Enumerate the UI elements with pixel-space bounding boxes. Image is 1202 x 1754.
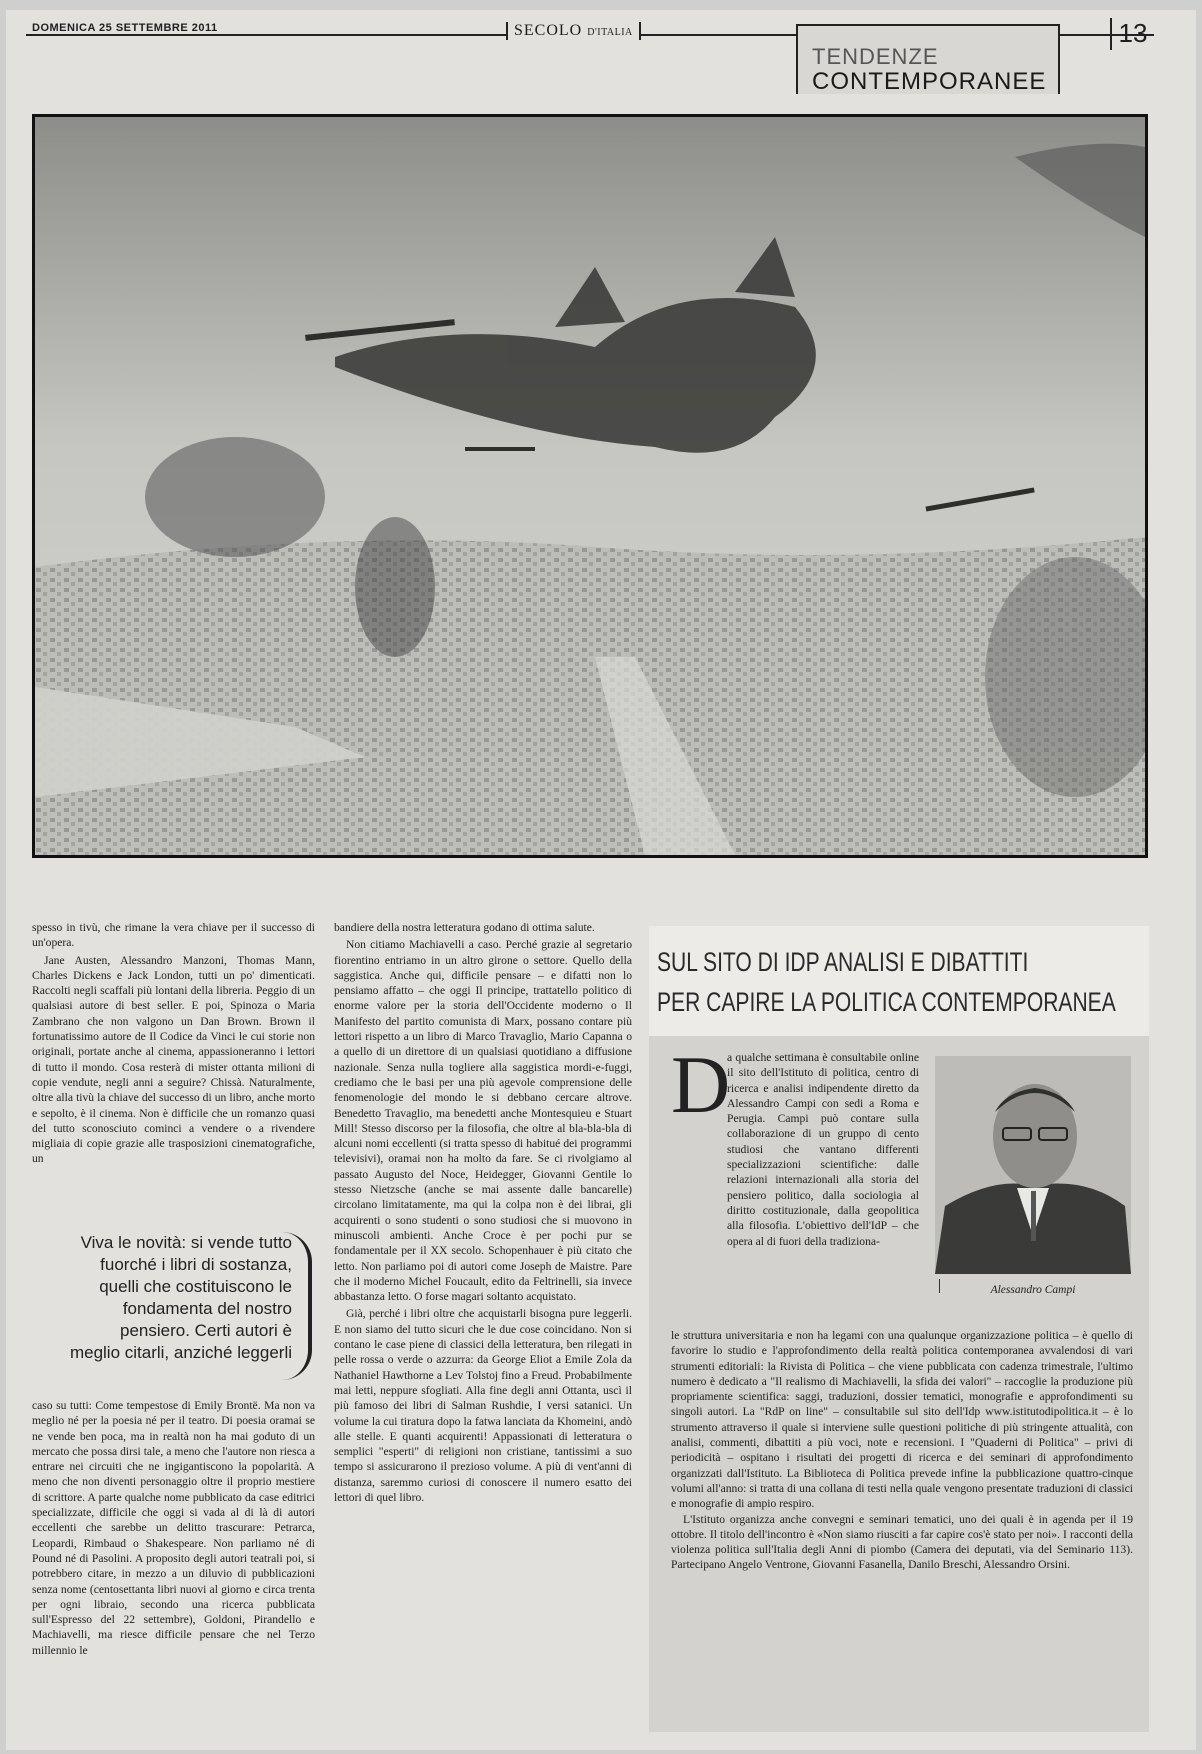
paragraph: Già, perché i libri oltre che acquistarli bisogna pure leggerli. E non siamo del tutto sicuri che le due cose coincidano. Non si contano le case piene di classici della letteratura, ben rilegati in pelle rossa o verde o azzurra: da George Eliot a Emile Zola da Nathaniel Hawthorne a Lev Tolstoj fino a Freud. Probabilmente mai letti, neppure sfogliati. Alla fine degli anni Ottanta, uscì il più famoso dei libri di Salman Rushdie, I versi satanici. Un volume la cui tiratura dopo la fatwa lanciata da Khomeini, andò alle stelle. E quanti acquirenti! Appassionati di letteratura o semplici "esperti" di religioni non cristiane, tantissimi a suo tempo si assicurarono il prezioso volume. A più di vent'anni di distanza, saremmo curiosi di conoscere il numero esatto dei lettori di quel libro.	[334, 1307, 632, 1504]
newspaper-page	[6, 10, 1196, 1750]
sidebar-intro: a qualche settimana è consultabile online il sito dell'Istituto di politica, centro di ricerca e analisi indipendente diretto da Alessandro Campi con sedi a Roma e Perugia. Campi può contare sulla collaborazione di un gruppo di cento studiosi che vantano differenti specializzazioni scientifiche: dalle relazioni internazionali alla storia del pensiero politico, dalla sociologia al diritto costituzionale, dalla geopolitica alla filosofia. L'obiettivo dell'IdP – che opera al di fuori della tradiziona-	[727, 1051, 919, 1248]
article-column-2	[334, 920, 632, 1507]
paragraph: Non citiamo Machiavelli a caso. Perché grazie al segretario fiorentino entriamo in un altro girone o settore. Quello della saggistica. Anche qui, difficile pensare – e difatti non lo pensiamo affatto – che oggi Il principe, trattatello politico di enorme valore per la storia dell'Occidente moderno o Il Manifesto del partito comunista di Marx, possano contare più lettori rispetto a un libro di Marco Travaglio, Mario Capanna o a quello di un direttore di un qualsiasi quotidiano a diffusione nazionale. Senza nulla togliere alla saggistica mordi-e-fuggi, crediamo che le basi per una più agevole comprensione delle fenomenologie del mondo le si debbano cercare altrove. Benedetto Travaglio, ma benedetti anche Montesquieu e Stuart Mill! Stesso discorso per la filosofia, che oltre al bla-bla-bla di alcuni nomi eccellenti (si tratta spesso di habitué dei programmi televisivi), oramai non ha molto da fare. Se ci rivolgiamo al passato Augusto del Noce, Heidegger, Giovanni Gentile lo stesso Nietzsche (anche se mai assente dalle bancarelle) circolano limitatamente, ma qui la colpa non è dei librai, gli acquirenti o sono studenti o sono studiosi che si muovono in minuscoli ambienti. Anche Croce è per pochi pur se fondamentale per il XX secolo. Schopenhauer è più citato che letto. Non parliamo poi di autori come Joseph de Maistre. Pare che il moderno Michel Foucault, edito da Feltrinelli, sia invece abbastanza letto. O forse magari soltanto acquistato.	[334, 938, 632, 1304]
sidebar-box	[649, 926, 1149, 1732]
sidebar-header	[649, 926, 1149, 1036]
paragraph: spesso in tivù, che rimane la vera chiave per il successo di un'opera.	[32, 921, 315, 950]
alien-mothership-over-city-illustration	[32, 114, 1148, 858]
newspaper-name	[506, 22, 641, 40]
paragraph: bandiere della nostra letteratura godano di ottima salute.	[334, 921, 595, 934]
sidebar-title-line1: SUL SITO DI IDP ANALISI E DIBATTITI	[657, 947, 1029, 977]
paragraph: Jane Austen, Alessandro Manzoni, Thomas Mann, Charles Dickens e Jack London, tutti un po' dimenticati. Raccolti negli scaffali più lontani della libreria. Peggio di un qualsiasi autore di best seller. E poi, Spinoza o Maria Zambrano che non valgono un Dan Brown. Brown il fortunatissimo autore de Il Codice da Vinci le cui storie non originali, portate anche al cinema, appassioneranno i lettori di tutto il mondo. Cosa resterà di mister ottanta milioni di copie vendute, negli anni a seguire? Chissà. Naturalmente, oltre alla tivù la chiave del successo di un libro, anche morto e sepolto, è il cinema. Non è difficile che un romanzo quasi del tutto sconosciuto cominci a vendere o a rivendere migliaia di copie grazie alle trasposizioni cinematografiche, un	[32, 953, 315, 1166]
sidebar-title-line2: PER CAPIRE LA POLITICA CONTEMPORANEA	[657, 987, 1116, 1017]
pull-quote-bracket	[282, 1232, 312, 1380]
article-column-1-bottom	[32, 1398, 315, 1660]
page-number: 13	[1110, 18, 1154, 50]
paragraph: caso su tutti: Come tempestose di Emily Brontë. Ma non va meglio né per la poesia né per il teatro. Di poesia oramai se ne vende ben poca, ma in realtà non ha mai goduto di un mercato che possa dirsi tale, a meno che l'autore non riesca a entrare nei circuiti che ne ingigantiscono la popolarità. A meno che non diventi personaggio oltre il proprio mestiere di scrittore. A parte qualche nome pubblicato da case editrici specializzate, difficile che oggi si vada al di là di autori eccellenti che sarebbe un delitto trascurare: Petrarca, Leopardi, Rimbaud o Shakespeare. Non parliamo né di Pound né di Pasolini. A proposito degli autori teatrali poi, si potrebbero citare, in mezzo a un diluvio di pubblicazioni senza nome (centosettanta libri nuovi al giorno e circa trenta per ogni libraio, secondo una ricerca pubblicata sull'Espresso del 22 settembre), Goldoni, Pirandello e Machiavelli, ma riesce difficile pensare che nel Terzo millennio le	[32, 1399, 315, 1657]
paragraph: le struttura universitaria e non ha legami con una qualunque organizzazione politica – è quello di favorire lo studio e l'approfondimento della realtà politica contemporanea avvalendosi di vari strumenti editoriali: la Rivista di Politica – che viene pubblicata con cadenza trimestrale, l'ultimo numero è dedicato a "Il realismo di Machiavelli, la sfida dei valori" – raccoglie la produzione più propriamente scientifica: saggi, traduzioni, dossier tematici, monografie e approfondimenti su singoli autori. La "RdP on line" – consultabile sul sito dell'Idp www.istitutodipolitica.it – è lo strumento attraverso il quale si interviene sulle questioni politiche di più stringente attualità, con analisi, commenti, dibattiti a più voci, note e recensioni. I "Quaderni di Politica" – privi di periodicità – ospitano i risultati dei progetti di ricerca e dei seminari di approfondimento organizzati dall'Istituto. La Biblioteca di Politica prevede infine la pubblicazione quattro-cinque volumi all'anno: si tratta di una collana di testi nella quale vengono presentate traduzioni di classici e monografie di ampio respiro.	[671, 1329, 1133, 1511]
author-photo	[935, 1056, 1131, 1274]
newspaper-suffix: D'ITALIA	[587, 27, 633, 38]
section-label	[796, 24, 1060, 94]
paragraph: L'Istituto organizza anche convegni e seminari tematici, uno dei quali è in agenda per il 19 ottobre. Il titolo dell'incontro è «Non siamo riusciti a far capire cos'è stato per noi». I racconti della violenza politica sull'Italia degli Anni di piombo (Camera dei deputati, via del Seminario 113). Partecipano Angelo Ventrone, Giovanni Fasanella, Danilo Breschi, Alessandro Orsini.	[671, 1512, 1133, 1572]
photo-caption: Alessandro Campi	[990, 1284, 1076, 1296]
article-column-1-top	[32, 920, 315, 1169]
sidebar-body	[671, 1328, 1133, 1573]
newspaper-title: SECOLO	[514, 22, 583, 39]
dropcap: D	[671, 1039, 731, 1130]
issue-date: DOMENICA 25 SETTEMBRE 2011	[32, 22, 218, 34]
section-label-line1: TENDENZE	[812, 44, 939, 69]
section-label-line2: CONTEMPORANEE	[812, 68, 1047, 95]
sidebar-title	[657, 942, 1116, 1022]
pull-quote: Viva le novità: si vende tutto fuorché i libri di sostanza, quelli che costituiscono le fondamenta del nostro pensiero. Certi autori è meglio citarli, anziché leggerli	[69, 1233, 292, 1362]
